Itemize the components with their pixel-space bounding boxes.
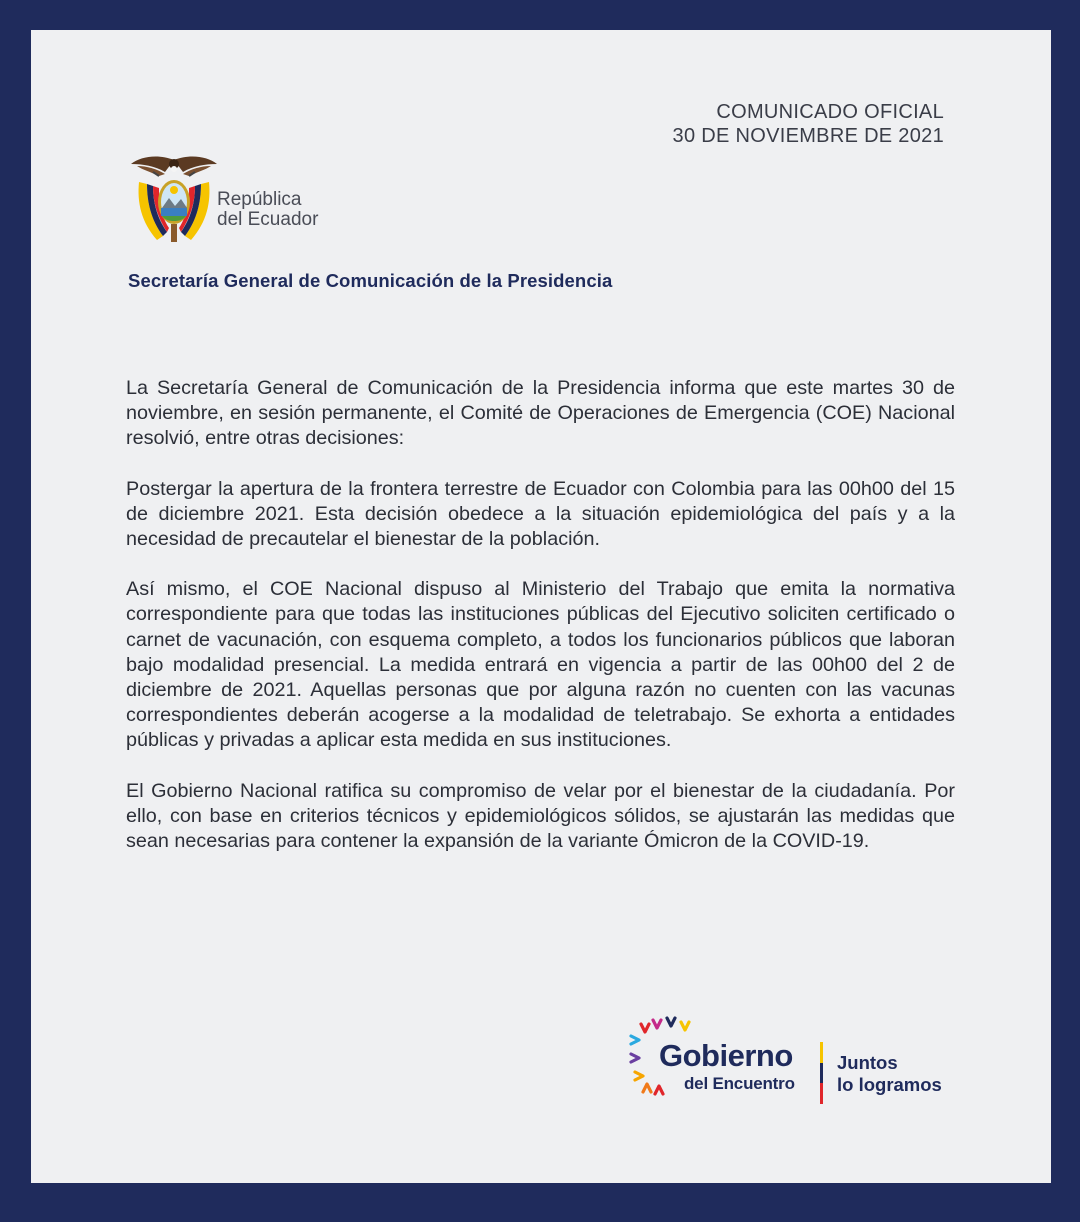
body-paragraph: Así mismo, el COE Nacional dispuso al Ministerio del Trabajo que emita la normativa correspondiente para que todas las instituciones públicas del Ejecutivo soliciten certificado o carnet de vacunación, con esquema completo, a todos los funcionarios públicos que laboran bajo modalidad presencial. La medida entrará en vigencia a partir de las 00h00 del 2 de diciembre de 2021. Aquellas personas que por alguna razón no cuenten con las vacunas correspondientes deberán acogerse a la modalidad de teletrabajo. Se exhorta a entidades públicas y privadas a aplicar esta medida en sus instituciones. <box>126 578 955 752</box>
brand-gobierno: Gobierno <box>659 1038 793 1073</box>
divider-yellow <box>820 1042 823 1063</box>
communique-date: 30 DE NOVIEMBRE DE 2021 <box>672 125 944 147</box>
communique-body <box>126 376 955 879</box>
body-paragraph: Postergar la apertura de la frontera terrestre de Ecuador con Colombia para las 00h00 del 15 de diciembre 2021. Esta decisión obedece a la situación epidemiológica del país y a la necesidad de precautelar el bienestar de la población. <box>126 477 955 551</box>
slogan <box>837 1052 942 1096</box>
document-sheet <box>31 30 1051 1183</box>
communique-label: COMUNICADO OFICIAL <box>716 101 944 123</box>
coat-of-arms-icon <box>129 152 219 252</box>
department-title: Secretaría General de Comunicación de la Presidencia <box>128 270 613 291</box>
institution-name-line1: República <box>217 189 302 210</box>
slogan-line1: Juntos <box>837 1052 898 1073</box>
body-paragraph: El Gobierno Nacional ratifica su compromiso de velar por el bienestar de la ciudadanía. Por ello, con base en criterios técnicos y epidemiológicos sólidos, se ajustarán las medidas que sean necesarias para contener la expansión de la variante Ómicron de la COVID-19. <box>126 779 955 853</box>
slogan-line2: lo logramos <box>837 1074 942 1095</box>
communique-header <box>673 100 944 148</box>
body-paragraph: La Secretaría General de Comunicación de la Presidencia informa que este martes 30 de noviembre, en sesión permanente, el Comité de Operaciones de Emergencia (COE) Nacional resolvió, entre otras decisiones: <box>126 377 955 450</box>
flag-divider <box>820 1042 823 1104</box>
institution-name-line2: del Ecuador <box>217 209 319 230</box>
divider-blue <box>820 1063 823 1084</box>
institution-name <box>217 190 318 230</box>
divider-red <box>820 1083 823 1104</box>
brand-del-encuentro: del Encuentro <box>684 1074 795 1093</box>
